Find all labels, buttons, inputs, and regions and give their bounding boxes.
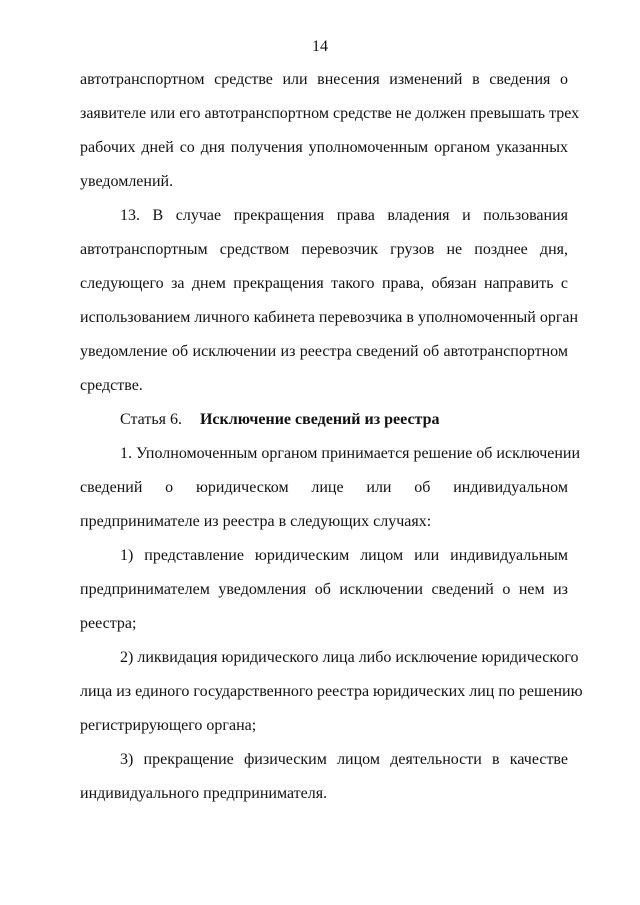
document-body bbox=[80, 63, 583, 811]
text-line: автотранспортном средстве или внесения изменений в сведения о bbox=[80, 71, 568, 88]
text-line: предпринимателем уведомления об исключении сведений о нем из bbox=[80, 581, 568, 598]
page-number: 14 bbox=[312, 38, 328, 55]
text-line: индивидуального предпринимателя. bbox=[80, 785, 328, 802]
text-line: рабочих дней со дня получения уполномоченным органом указанных bbox=[80, 139, 568, 156]
article-number: Статья 6. bbox=[120, 411, 182, 428]
text-line: автотранспортным средством перевозчик грузов не позднее дня, bbox=[80, 241, 568, 258]
text-line: уведомление об исключении из реестра сведений об автотранспортном bbox=[80, 343, 568, 360]
text-line: следующего за днем прекращения такого права, обязан направить с bbox=[80, 275, 568, 292]
article-heading bbox=[80, 403, 568, 437]
paragraph-first-line: 2) ликвидация юридического лица либо исключение юридического bbox=[120, 649, 579, 666]
paragraph-first-line: 1) представление юридическим лицом или индивидуальным bbox=[120, 547, 568, 564]
paragraph-first-line: 1. Уполномоченным органом принимается решение об исключении bbox=[120, 445, 581, 462]
paragraph-first-line: 13. В случае прекращения права владения и пользования bbox=[120, 207, 568, 224]
text-line: использованием личного кабинета перевозчика в уполномоченный орган bbox=[80, 309, 579, 326]
text-line: заявителе или его автотранспортном средстве не должен превышать трех bbox=[80, 105, 580, 122]
text-line: сведений о юридическом лице или об индивидуальном bbox=[80, 479, 568, 496]
text-line: реестра; bbox=[80, 615, 137, 632]
text-line: средстве. bbox=[80, 377, 143, 394]
text-line: регистрирующего органа; bbox=[80, 717, 257, 734]
text-line: уведомлений. bbox=[80, 173, 174, 190]
text-line: лица из единого государственного реестра юридических лиц по решению bbox=[80, 683, 583, 700]
text-line: предпринимателе из реестра в следующих случаях: bbox=[80, 513, 432, 530]
article-title: Исключение сведений из реестра bbox=[199, 411, 440, 428]
paragraph-first-line: 3) прекращение физическим лицом деятельности в качестве bbox=[120, 751, 568, 768]
